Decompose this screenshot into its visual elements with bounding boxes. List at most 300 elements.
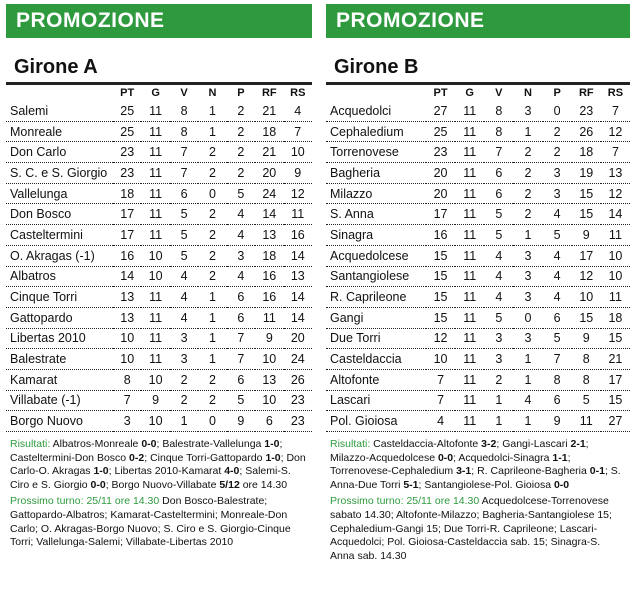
results-paragraph [10,438,308,492]
stat-p: 4 [227,266,255,287]
stat-rf: 15 [572,183,601,204]
match-score: 4-0 [224,465,240,478]
stat-p: 9 [227,411,255,432]
stat-g: 11 [455,349,484,370]
stat-p: 6 [227,307,255,328]
next-round-label: Prossimo turno: 25/11 ore 14.30 [330,495,480,508]
stat-n: 1 [513,225,542,246]
team-name: Salemi [6,101,113,121]
stat-g: 11 [455,121,484,142]
notes [326,438,630,563]
team-name: Due Torri [326,328,426,349]
results-label: Risultati: [10,438,51,450]
stat-g: 11 [141,225,169,246]
team-name: S. C. e S. Giorgio [6,163,113,184]
table-row [326,204,630,225]
stat-rs: 23 [284,390,312,411]
stat-g: 11 [455,266,484,287]
group-title: Girone A [14,56,98,78]
stat-rs: 11 [601,287,630,308]
table-row [326,142,630,163]
stat-rf: 9 [572,328,601,349]
stat-v: 5 [170,245,198,266]
stat-v: 4 [170,287,198,308]
match-score: 2-1 [570,438,586,450]
stat-pt: 25 [113,121,141,142]
stat-g: 11 [141,204,169,225]
stat-p: 2 [227,101,255,121]
match-score: 1-0 [264,438,280,450]
stat-rs: 14 [601,204,630,225]
stat-pt: 13 [113,287,141,308]
stat-g: 11 [455,101,484,121]
table-row [6,245,312,266]
table-row [326,411,630,432]
stat-rs: 12 [284,183,312,204]
stat-p: 2 [227,121,255,142]
stat-v: 3 [484,349,513,370]
match-score: 0-0 [90,478,106,491]
stat-v: 1 [484,390,513,411]
stat-pt: 16 [426,225,455,246]
team-name: Gangi [326,307,426,328]
table-row [326,225,630,246]
stat-g: 11 [455,411,484,432]
stat-g: 11 [455,163,484,184]
stat-pt: 20 [426,183,455,204]
stat-v: 7 [170,142,198,163]
table-row [326,287,630,308]
team-name: Acquedolci [326,101,426,121]
stat-n: 2 [198,266,226,287]
stat-v: 7 [484,142,513,163]
stat-n: 3 [513,101,542,121]
stat-rs: 7 [601,101,630,121]
stat-rs: 12 [601,121,630,142]
stat-n: 2 [198,204,226,225]
stat-v: 1 [170,411,198,432]
stat-v: 5 [170,225,198,246]
stat-v: 4 [170,307,198,328]
header-n: N [524,87,532,99]
stat-pt: 14 [113,266,141,287]
stat-rs: 17 [601,369,630,390]
stat-n: 2 [198,142,226,163]
header-pt: PT [120,87,135,99]
stat-n: 2 [513,163,542,184]
header-p: P [553,87,561,99]
stat-pt: 13 [113,307,141,328]
stat-v: 6 [484,183,513,204]
table-row [6,411,312,432]
team-name: Don Carlo [6,142,113,163]
stat-n: 1 [513,411,542,432]
stat-rf: 18 [572,142,601,163]
stat-rf: 17 [572,245,601,266]
stat-p: 0 [543,101,572,121]
table-row [6,183,312,204]
stat-v: 6 [484,163,513,184]
stat-pt: 27 [426,101,455,121]
notes [6,438,312,550]
stat-g: 11 [141,121,169,142]
header-rs: RS [607,87,624,99]
stat-rf: 16 [255,266,283,287]
header-team [326,85,426,101]
stat-p: 7 [227,328,255,349]
stat-v: 8 [484,121,513,142]
stat-n: 0 [198,411,226,432]
stat-rs: 23 [284,411,312,432]
stat-p: 4 [543,204,572,225]
stat-p: 9 [543,411,572,432]
table-row [326,121,630,142]
stat-rf: 12 [572,266,601,287]
stat-g: 11 [455,225,484,246]
team-name: Torrenovese [326,142,426,163]
stat-g: 11 [455,369,484,390]
stat-rf: 13 [255,225,283,246]
stat-pt: 17 [113,204,141,225]
stat-g: 11 [455,307,484,328]
stat-v: 8 [170,121,198,142]
stat-rf: 23 [572,101,601,121]
section-banner: PROMOZIONE [326,4,630,38]
stat-pt: 4 [426,411,455,432]
stat-rf: 13 [255,369,283,390]
stat-rf: 10 [572,287,601,308]
stat-pt: 3 [113,411,141,432]
stat-n: 2 [513,204,542,225]
team-name: Cinque Torri [6,287,113,308]
stat-rf: 11 [255,307,283,328]
group-title: Girone B [334,56,419,78]
stat-pt: 20 [426,163,455,184]
next-round-text: Don Bosco-Balestrate; Gattopardo-Albatros; Kamarat-Casteltermini; Monreale-Don Carlo; O. Akragas-Borgo Nuovo; S. Ciro e S. Giorgio-Cinque Torri; Vallelunga-Salemi; Villabate-Libertas 2010 [10,495,291,549]
stat-p: 4 [543,245,572,266]
stat-rs: 14 [284,307,312,328]
stat-p: 2 [543,142,572,163]
table-row [6,328,312,349]
stat-n: 1 [198,121,226,142]
stat-rs: 11 [601,225,630,246]
stat-v: 6 [170,183,198,204]
stat-rf: 14 [255,204,283,225]
stat-n: 2 [513,183,542,204]
stat-pt: 23 [113,142,141,163]
stat-rs: 11 [284,204,312,225]
stat-rs: 12 [601,183,630,204]
stat-v: 8 [170,101,198,121]
results-paragraph [330,438,626,492]
stat-rs: 26 [284,369,312,390]
stat-rf: 8 [572,349,601,370]
stat-rs: 15 [601,390,630,411]
stat-v: 5 [170,204,198,225]
next-round-text: Acquedolcese-Torrenovese sabato 14.30; Altofonte-Milazzo; Bagheria-Santangiolese 15; Cephaledium-Gangi 15; Due Torri-R. Caprileone; Lascari-Acquedolci; Pol. Gioiosa-Casteldaccia sab. 15; Sinagra-S. Anna sab. 14.30 [330,495,612,562]
stat-n: 1 [198,287,226,308]
table-row [6,287,312,308]
team-name: Gattopardo [6,307,113,328]
stat-p: 5 [227,390,255,411]
stat-pt: 17 [426,204,455,225]
stat-rf: 19 [572,163,601,184]
match-score: 0-0 [553,478,570,491]
stat-v: 7 [170,163,198,184]
stat-n: 2 [198,390,226,411]
stat-p: 3 [227,245,255,266]
stat-rf: 5 [572,390,601,411]
stat-g: 11 [141,101,169,121]
stat-g: 11 [455,245,484,266]
table-row [6,121,312,142]
table-row [326,183,630,204]
stat-pt: 16 [113,245,141,266]
stat-rs: 7 [284,121,312,142]
stat-pt: 10 [426,349,455,370]
table-row [326,307,630,328]
stat-rs: 21 [601,349,630,370]
table-row [6,225,312,246]
stat-g: 10 [141,266,169,287]
stat-g: 11 [141,349,169,370]
stat-rs: 7 [601,142,630,163]
stat-v: 5 [484,204,513,225]
stat-g: 11 [141,183,169,204]
match-score: 1-0 [93,465,109,478]
stat-rs: 10 [601,266,630,287]
stat-v: 3 [170,349,198,370]
stat-rs: 14 [284,245,312,266]
header-p: P [237,87,245,99]
match-score: 5/12 [219,478,240,491]
stat-g: 10 [141,411,169,432]
results-text: Casteldaccia-Altofonte 3-2; Gangi-Lascari 2-1; Milazzo-Acquedolcese 0-0; Acquedolci-Sinagra 1-1; Torrenovese-Cephaledium 3-1; R. Caprileone-Bagheria 0-1; S. Anna-Due Torri 5-1; Santangiolese-Pol. Gioiosa 0-0 [330,438,621,491]
stat-pt: 15 [426,287,455,308]
stat-p: 6 [227,287,255,308]
stat-v: 4 [484,266,513,287]
stat-p: 2 [227,163,255,184]
match-score: 0-1 [589,465,605,478]
stat-v: 4 [170,266,198,287]
stat-n: 2 [198,163,226,184]
header-n: N [208,87,217,99]
stat-rs: 13 [601,163,630,184]
stat-v: 1 [484,411,513,432]
stat-p: 4 [227,204,255,225]
table-row [6,266,312,287]
team-name: Kamarat [6,369,113,390]
stat-n: 1 [198,307,226,328]
table-row [326,390,630,411]
stat-g: 10 [141,245,169,266]
table-row [326,101,630,121]
stat-p: 5 [543,225,572,246]
table-row [326,349,630,370]
stat-p: 8 [543,369,572,390]
header-team [6,85,113,101]
team-name: Lascari [326,390,426,411]
table-row [6,163,312,184]
stat-n: 2 [198,245,226,266]
stat-rf: 21 [255,142,283,163]
stat-g: 11 [455,287,484,308]
match-score: 3-1 [456,465,472,478]
stat-rs: 15 [601,328,630,349]
team-name: Don Bosco [6,204,113,225]
header-g: G [151,87,160,99]
stat-rf: 6 [255,411,283,432]
team-name: Bagheria [326,163,426,184]
table-row [326,369,630,390]
stat-v: 2 [170,369,198,390]
stat-p: 5 [227,183,255,204]
stat-pt: 8 [113,369,141,390]
stat-pt: 7 [426,390,455,411]
table-row [326,245,630,266]
stat-rs: 18 [601,307,630,328]
stat-v: 3 [170,328,198,349]
stat-g: 9 [141,390,169,411]
stat-g: 11 [455,204,484,225]
team-name: Casteldaccia [326,349,426,370]
next-round-paragraph [330,495,626,563]
stat-p: 5 [543,328,572,349]
stat-pt: 18 [113,183,141,204]
stat-n: 3 [513,328,542,349]
results-label: Risultati: [330,438,371,450]
table-row [6,101,312,121]
stat-p: 2 [227,142,255,163]
stat-n: 3 [513,266,542,287]
stat-pt: 23 [426,142,455,163]
stat-n: 1 [198,349,226,370]
stat-rs: 24 [284,349,312,370]
stat-n: 1 [513,349,542,370]
stat-rf: 20 [255,163,283,184]
stat-pt: 15 [426,307,455,328]
header-pt: PT [433,87,448,99]
team-name: Pol. Gioiosa [326,411,426,432]
team-name: Milazzo [326,183,426,204]
stat-rs: 20 [284,328,312,349]
table-row [6,390,312,411]
stat-rs: 10 [601,245,630,266]
section-banner: PROMOZIONE [6,4,312,38]
stat-v: 2 [170,390,198,411]
team-name: Casteltermini [6,225,113,246]
team-name: Villabate (-1) [6,390,113,411]
team-name: Santangiolese [326,266,426,287]
stat-n: 2 [198,369,226,390]
stat-n: 0 [513,307,542,328]
stat-pt: 17 [113,225,141,246]
header-rf: RF [578,87,594,99]
stat-v: 3 [484,328,513,349]
stat-pt: 25 [113,101,141,121]
header-g: G [465,87,474,99]
stat-pt: 10 [113,328,141,349]
team-name: Cephaledium [326,121,426,142]
stat-p: 4 [543,266,572,287]
stat-g: 11 [141,287,169,308]
stat-pt: 15 [426,245,455,266]
stat-g: 11 [455,142,484,163]
team-name: Acquedolcese [326,245,426,266]
stat-rs: 16 [284,225,312,246]
team-name: R. Caprileone [326,287,426,308]
match-score: 1-1 [552,451,568,464]
stat-g: 11 [141,307,169,328]
stat-v: 5 [484,307,513,328]
stat-pt: 15 [426,266,455,287]
stat-p: 2 [543,121,572,142]
stat-pt: 23 [113,163,141,184]
stat-rs: 14 [284,287,312,308]
header-v: V [180,87,188,99]
next-round-paragraph [10,495,308,549]
table-row [326,328,630,349]
stat-rf: 10 [255,390,283,411]
stat-rs: 4 [284,101,312,121]
stat-pt: 7 [426,369,455,390]
team-name: Borgo Nuovo [6,411,113,432]
stat-rf: 21 [255,101,283,121]
stat-p: 3 [543,163,572,184]
match-score: 3-2 [481,438,497,450]
stat-n: 1 [198,328,226,349]
table-row [6,142,312,163]
stat-pt: 25 [426,121,455,142]
stat-rs: 9 [284,163,312,184]
team-name: Monreale [6,121,113,142]
stat-g: 11 [455,328,484,349]
header-rf: RF [261,87,277,99]
table-row [6,369,312,390]
stat-g: 11 [141,328,169,349]
table-header-row [6,85,312,101]
table-row [6,307,312,328]
results-text: Albatros-Monreale 0-0; Balestrate-Vallelunga 1-0; Casteltermini-Don Bosco 0-2; Cinque Torri-Gattopardo 1-0; Don Carlo-O. Akragas 1-0; Libertas 2010-Kamarat 4-0; Salemi-S. Ciro e S. Giorgio 0-0; Borgo Nuovo-Villabate 5/12 ore 14.30 [10,438,306,491]
header-v: V [495,87,503,99]
stat-v: 4 [484,287,513,308]
stat-rs: 27 [601,411,630,432]
stat-pt: 10 [113,349,141,370]
stat-p: 3 [543,183,572,204]
girone-a-column [6,4,312,553]
team-name: Sinagra [326,225,426,246]
stat-g: 11 [455,390,484,411]
stat-rf: 15 [572,204,601,225]
match-score: 0-0 [437,451,454,464]
team-name: Altofonte [326,369,426,390]
stat-v: 5 [484,225,513,246]
stat-rf: 24 [255,183,283,204]
stat-v: 2 [484,369,513,390]
match-score: 0-0 [141,438,157,450]
stat-v: 4 [484,245,513,266]
stat-p: 4 [227,225,255,246]
match-score: 1-0 [265,451,281,464]
stat-rs: 13 [284,266,312,287]
table-row [326,163,630,184]
stat-n: 2 [513,142,542,163]
stat-n: 1 [198,101,226,121]
stat-rs: 10 [284,142,312,163]
stat-v: 8 [484,101,513,121]
stat-pt: 7 [113,390,141,411]
stat-p: 6 [543,307,572,328]
